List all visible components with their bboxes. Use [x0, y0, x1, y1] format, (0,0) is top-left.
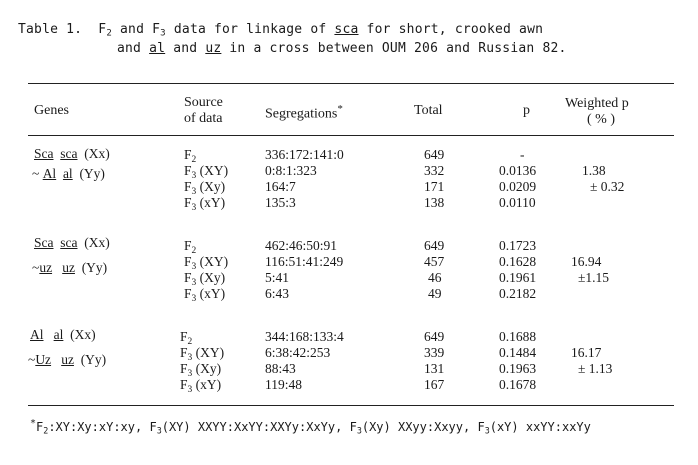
p-cell: 0.0136: [499, 163, 537, 178]
seg-cell: 119:48: [265, 377, 302, 392]
gene-label-1b: ~ Al al (Yy): [32, 166, 105, 181]
total-cell: 339: [424, 345, 445, 360]
weighted-p-value: 1.38: [582, 163, 606, 178]
total-cell: 457: [424, 254, 445, 269]
weighted-p-error: ±1.15: [578, 270, 610, 285]
weighted-p-error: ± 1.13: [578, 361, 613, 376]
source-cell: $F_2$: [184, 147, 197, 165]
p-cell: 0.0209: [499, 179, 537, 194]
p-cell: 0.1723: [499, 238, 537, 253]
header-p: p: [523, 103, 530, 118]
header-source-1: Source: [184, 95, 223, 110]
caption-label: Table 1.: [18, 22, 83, 37]
source-cell: $F_3$ (xY): [184, 195, 226, 213]
seg-cell: 88:43: [265, 361, 296, 376]
header-weighted-1: Weighted p: [565, 96, 629, 111]
p-cell: 0.1688: [499, 329, 537, 344]
header-total: Total: [414, 103, 443, 118]
total-cell: 138: [424, 195, 445, 210]
total-cell: 649: [424, 147, 445, 162]
header-rule: [28, 135, 674, 136]
seg-cell: 6:38:42:253: [265, 345, 331, 360]
p-cell: 0.1678: [499, 377, 537, 392]
footnote: $^*F_2:XY:Xy:xY:xy$, $F_3(XY)$ XXYY:XxYY:XXYy:XxYy, $F_3(Xy)$ XXyy:Xxyy, $F_3(xY)$ xxYY:xxYy: [30, 418, 591, 436]
total-cell: 171: [424, 179, 445, 194]
header-segregations: Segregations*: [265, 103, 343, 122]
weighted-p-error: ± 0.32: [590, 179, 625, 194]
table-caption: [18, 22, 543, 39]
p-cell: -: [520, 147, 525, 162]
bottom-rule: [28, 405, 674, 406]
total-cell: 649: [424, 238, 445, 253]
header-weighted-2: ( % ): [587, 112, 615, 127]
p-cell: 0.2182: [499, 286, 537, 301]
total-cell: 49: [428, 286, 442, 301]
weighted-p-value: 16.17: [571, 345, 602, 360]
total-cell: 167: [424, 377, 445, 392]
source-cell: $F_3$ (Xy): [184, 179, 226, 197]
gene-label-2a: Sca sca (Xx): [34, 235, 110, 250]
source-cell: $F_3$ (Xy): [184, 270, 226, 288]
gene-label-3b: ~Uz uz (Yy): [28, 352, 107, 367]
caption-line1: $F_2$ and $F_3$ data for linkage of sca for short, crooked awn: [98, 22, 544, 39]
footnote-mark: *: [30, 418, 37, 429]
seg-cell: 164:7: [265, 179, 296, 194]
seg-cell: 344:168:133:4: [265, 329, 344, 344]
seg-cell: 336:172:141:0: [265, 147, 344, 162]
seg-cell: 0:8:1:323: [265, 163, 317, 178]
header-seg-mark: *: [337, 103, 343, 115]
p-cell: 0.1484: [499, 345, 537, 360]
total-cell: 131: [424, 361, 445, 376]
p-cell: 0.1963: [499, 361, 537, 376]
gene-label-3a: Al al (Xx): [30, 327, 96, 342]
source-cell: $F_2$: [184, 238, 197, 256]
seg-cell: 5:41: [265, 270, 290, 285]
source-cell: $F_3$ (XY): [180, 345, 225, 363]
p-cell: 0.1961: [499, 270, 537, 285]
gene-label-1a: Sca sca (Xx): [34, 146, 110, 161]
seg-cell: 116:51:41:249: [265, 254, 344, 269]
header-source-2: of data: [184, 111, 223, 126]
p-cell: 0.0110: [499, 195, 536, 210]
gene-label-2b: ~uz uz (Yy): [32, 260, 108, 275]
seg-cell: 6:43: [265, 286, 290, 301]
source-cell: $F_3$ (xY): [184, 286, 226, 304]
total-cell: 332: [424, 163, 445, 178]
source-cell: $F_3$ (Xy): [180, 361, 222, 379]
source-cell: $F_3$ (XY): [184, 163, 229, 181]
weighted-p-value: 16.94: [571, 254, 602, 269]
seg-cell: 135:3: [265, 195, 296, 210]
source-cell: $F_3$ (XY): [184, 254, 229, 272]
source-cell: $F_2$: [180, 329, 193, 347]
total-cell: 649: [424, 329, 445, 344]
seg-cell: 462:46:50:91: [265, 238, 338, 253]
top-rule: [28, 83, 674, 84]
p-cell: 0.1628: [499, 254, 537, 269]
caption-line2: and al and uz in a cross between OUM 206 and Russian 82.: [117, 41, 567, 56]
header-genes: Genes: [34, 103, 69, 118]
source-cell: $F_3$ (xY): [180, 377, 222, 395]
total-cell: 46: [428, 270, 442, 285]
